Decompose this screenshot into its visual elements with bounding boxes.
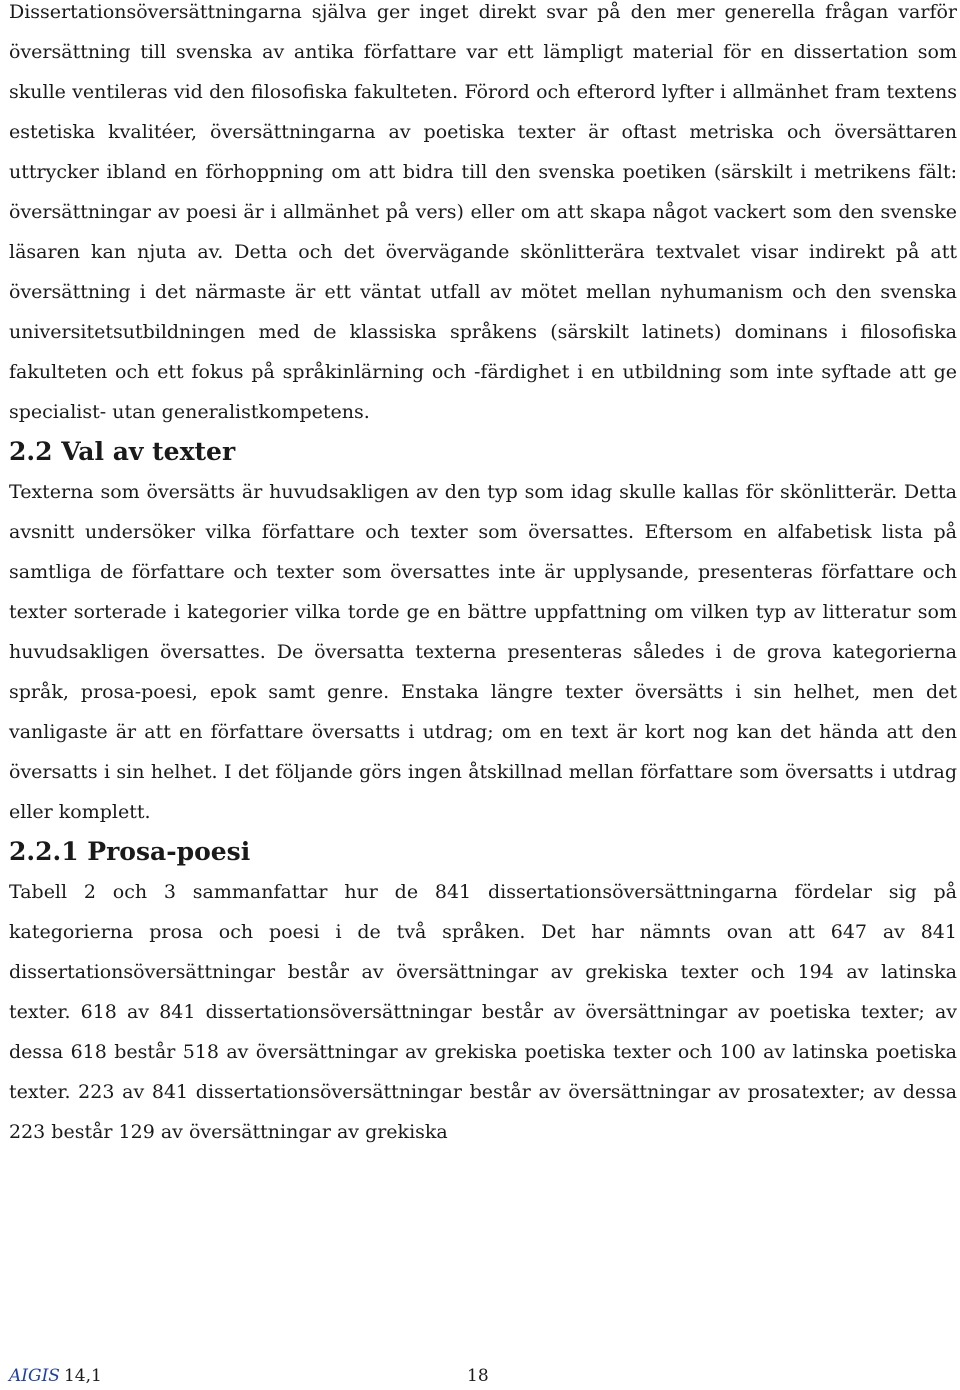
subsection-heading-prosa-poesi: 2.2.1 Prosa-poesi — [9, 837, 251, 866]
journal-volume: 14,1 — [63, 1366, 102, 1386]
page-footer — [9, 1362, 957, 1390]
journal-citation — [9, 1362, 102, 1390]
paragraph-text-selection: Texterna som översätts är huvudsakligen av den typ som idag skulle kallas för skönlitterär. Detta avsnitt undersöker vilka författare och texter som översattes. Eftersom en alfabetisk lista på samtliga de författare och texter som översattes inte är upplysande, presenteras författare och texter sorterade i kategorier vilka torde ge en bättre uppfattning om vilken typ av litteratur som huvudsakligen översattes. De översatta texterna presenteras således i de grova kategorierna språk, prosa-poesi, epok samt genre. Enstaka längre texter översätts i sin helhet, men det vanligaste är att en författare översatts i utdrag; om en text är kort nog kan det hända att den översatts i sin helhet. I det följande görs ingen åtskillnad mellan författare som översatts i utdrag eller komplett. — [9, 481, 957, 823]
journal-name-link[interactable]: AIGIS — [9, 1366, 60, 1386]
document-page — [9, 0, 957, 1152]
paragraph-prose-poetry-stats: Tabell 2 och 3 sammanfattar hur de 841 dissertationsöversättningarna fördelar sig på kategorierna prosa och poesi i de två språken. Det har nämnts ovan att 647 av 841 dissertationsöversättningar består av översättningar av grekiska texter och 194 av latinska texter. 618 av 841 dissertationsöversättningar består av översättningar av poetiska texter; av dessa 618 består 518 av översättningar av grekiska poetiska texter och 100 av latinska poetiska texter. 223 av 841 dissertationsöversättningar består av översättningar av prosatexter; av dessa 223 består 129 av översättningar av grekiska — [9, 881, 957, 1143]
page-number: 18 — [467, 1366, 489, 1386]
section-heading-val-av-texter: 2.2 Val av texter — [9, 437, 236, 466]
paragraph-translation-motivation: Dissertationsöversättningarna själva ger inget direkt svar på den mer generella frågan varför översättning till svenska av antika författare var ett lämpligt material för en dissertation som skulle ventileras vid den filosofiska fakulteten. Förord och efterord lyfter i allmänhet fram textens estetiska kvalitéer, översättningarna av poetiska texter är oftast metriska och översättaren uttrycker ibland en förhoppning om att bidra till den svenska poetiken (särskilt i metrikens fält: översättningar av poesi är i allmänhet på vers) eller om att skapa något vackert som den svenske läsaren kan njuta av. Detta och det övervägande skönlitterära textvalet visar indirekt på att översättning i det närmaste är ett väntat utfall av mötet mellan nyhumanism och den svenska universitetsutbildningen med de klassiska språkens (särskilt latinets) dominans i filosofiska fakulteten och ett fokus på språkinlärning och -färdighet i en utbildning som inte syftade att ge specialist- utan generalistkompetens. — [9, 1, 957, 423]
